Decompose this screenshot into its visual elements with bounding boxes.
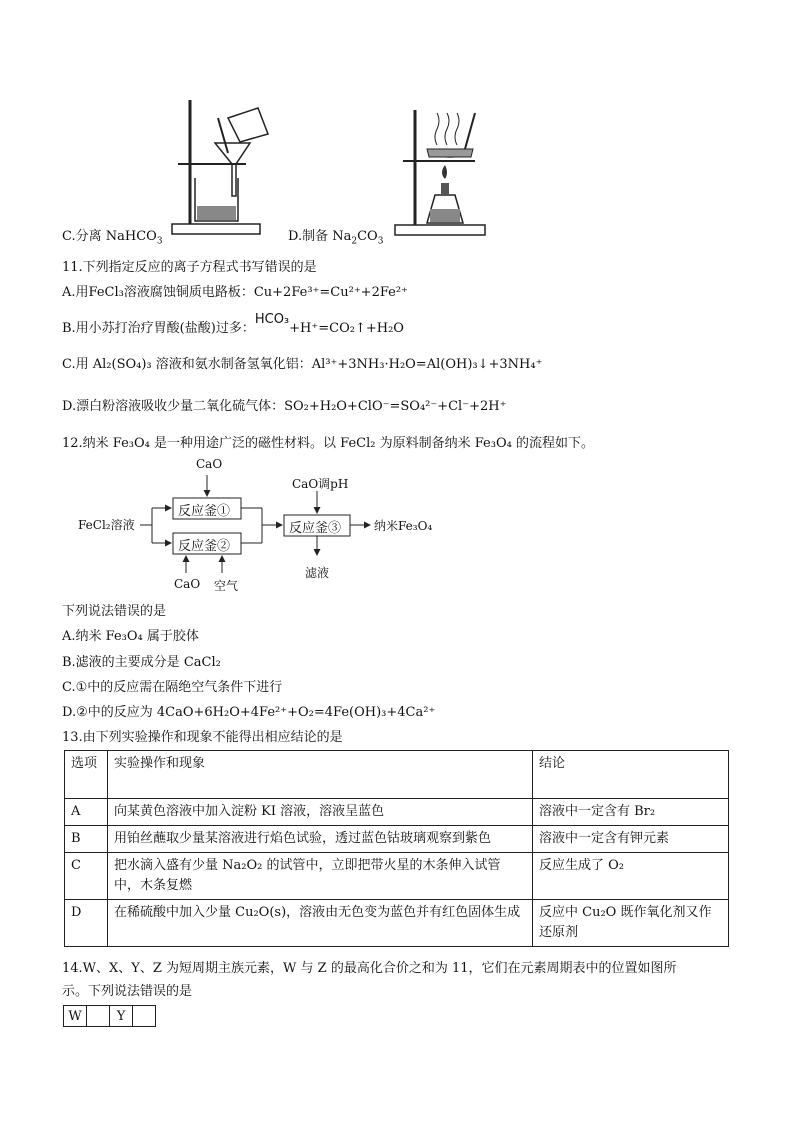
header-operation: 实验操作和现象 <box>108 751 533 799</box>
feed-label: FeCl₂溶液 <box>78 518 135 532</box>
header-conclusion: 结论 <box>533 751 729 799</box>
q12-option-c: C.①中的反应需在隔绝空气条件下进行 <box>62 680 283 695</box>
table-row: C 把水滴入盛有少量 Na₂O₂ 的试管中，立即把带火星的木条伸入试管中，木条复燃 反应生成了 O₂ <box>65 853 729 900</box>
table-row: D 在稀硫酸中加入少量 Cu₂O(s)，溶液由无色变为蓝色并有红色固体生成 反应中 Cu₂O 既作氧化剂又作还原剂 <box>65 900 729 947</box>
q11-option-a: A.用FeCl₃溶液腐蚀铜质电路板：Cu+2Fe³⁺=Cu²⁺+2Fe²⁺ <box>62 285 408 300</box>
cao-bottom-label: CaO <box>174 577 201 591</box>
q12-stem: 12.纳米 Fe₃O₄ 是一种用途广泛的磁性材料。以 FeCl₂ 为原料制备纳米 Fe₃O₄ 的流程如下。 <box>62 436 594 451</box>
q11-option-d: D.漂白粉溶液吸收少量二氧化硫气体：SO₂+H₂O+ClO⁻=SO₄²⁻+Cl⁻+2H⁺ <box>62 399 507 414</box>
cell-z <box>133 1006 156 1027</box>
product-label: 纳米Fe₃O₄ <box>374 519 433 533</box>
table-row: B 用铂丝蘸取少量某溶液进行焰色试验，透过蓝色钴玻璃观察到紫色 溶液中一定含有钾元素 <box>65 826 729 853</box>
option-d-label: D.制备 $Na_2CO_3$ <box>288 229 384 247</box>
option-c-label: C.分离 NaHCO$_3$ <box>62 229 163 247</box>
cell-w: W <box>64 1006 87 1027</box>
q12-ask: 下列说法错误的是 <box>62 604 167 619</box>
cell-y: Y <box>110 1006 133 1027</box>
reactor-2: 反应釜② <box>178 539 231 554</box>
reactor-1: 反应釜① <box>178 504 231 519</box>
table-row: A 向某黄色溶液中加入淀粉 KI 溶液，溶液呈蓝色 溶液中一定含有 Br₂ <box>65 799 729 826</box>
q11-stem: 11.下列指定反应的离子方程式书写错误的是 <box>62 260 317 275</box>
cao-top-label: CaO <box>196 457 223 471</box>
q12-option-a: A.纳米 Fe₃O₄ 属于胶体 <box>62 629 199 644</box>
heating-apparatus-figure <box>385 105 500 240</box>
experiment-table <box>64 750 729 947</box>
filtrate-label: 滤液 <box>305 566 330 580</box>
header-option: 选项 <box>65 751 108 799</box>
cell-x <box>87 1006 110 1027</box>
air-label: 空气 <box>214 579 239 593</box>
q13-stem: 13.由下列实验操作和现象不能得出相应结论的是 <box>62 730 343 745</box>
table-header-row <box>65 751 729 799</box>
cao-ph-label: CaO调pH <box>292 477 349 491</box>
q14-stem-line2: 示。下列说法错误的是 <box>62 984 193 999</box>
q11-option-c: C.用 Al₂(SO₄)₃ 溶液和氨水制备氢氧化铝：Al³⁺+3NH₃·H₂O=Al(OH)₃↓+3NH₄⁺ <box>62 357 543 372</box>
process-flow-diagram <box>62 455 462 595</box>
q12-option-d: D.②中的反应为 4CaO+6H₂O+4Fe²⁺+O₂=4Fe(OH)₃+4Ca²⁺ <box>62 705 436 720</box>
reactor-3: 反应釜③ <box>289 521 342 536</box>
filtration-apparatus-figure <box>170 98 275 240</box>
q11-option-b: B.用小苏打治疗胃酸(盐酸)过多：HCO₃+H⁺=CO₂↑+H₂O <box>62 312 404 336</box>
periodic-position-table <box>63 1005 156 1027</box>
q14-stem-line1: 14.W、X、Y、Z 为短周期主族元素，W 与 Z 的最高化合价之和为 11，它们在元素周期表中的位置如图所 <box>62 961 677 976</box>
q12-option-b: B.滤液的主要成分是 CaCl₂ <box>62 655 221 670</box>
